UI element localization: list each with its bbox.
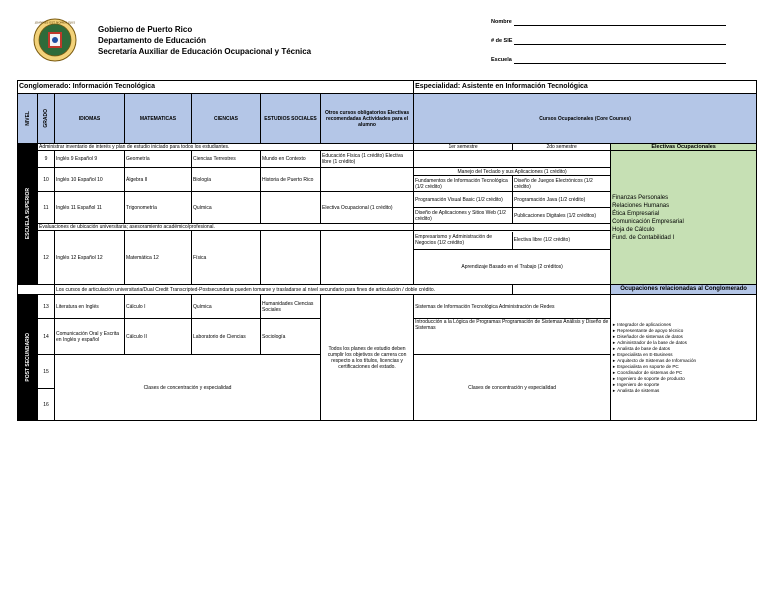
r12-core-c: Aprendizaje Basado en el Trabajo (2 créditos)	[461, 263, 563, 270]
r12-matematicas: Matemática 12	[125, 231, 192, 285]
sem1-label: 1er semestre	[414, 144, 513, 151]
r10-core-a: Fundamentos de Información Tecnológica (1/2 crédito)	[414, 176, 513, 192]
r14-core: Introducción a la Lógica de Programas Programación de Sistemas Análisis y Diseño de Sistemas	[414, 319, 611, 355]
conglomerado-title: Conglomerado: Información Tecnológica	[18, 81, 414, 94]
electiva-item: Ética Empresarial	[612, 210, 660, 217]
sie-field[interactable]	[514, 44, 726, 45]
nombre-label: Nombre	[491, 19, 512, 25]
ocupacion-item: ► Diseñador de sistemas de datos	[612, 334, 755, 340]
escuela-field[interactable]	[514, 63, 726, 64]
r9-core-empty	[414, 151, 611, 168]
r14-matematicas: Cálculo II	[125, 319, 192, 355]
nombre-field[interactable]	[514, 25, 726, 26]
r10-matematicas: Álgebra II	[125, 168, 192, 192]
header-departamento: Departamento de Educación	[98, 36, 207, 45]
grade-13: 13	[38, 295, 55, 319]
note-articulacion: Los cursos de articulación universitaria/Dual Credit Transcripted-Postsecundaria pueden tomarse y trasladarse al nivel secundario para fines de articulación / doble crédito.	[55, 285, 513, 295]
grade-16: 16	[38, 389, 55, 421]
electiva-item: Comunicación Empresarial	[612, 218, 684, 225]
r12-idiomas: Inglés 12 Español 12	[55, 231, 125, 285]
r9-otros: Educación Física (1 crédito) Electiva libre (1 crédito)	[321, 151, 414, 168]
ocupacion-item: ► Especialista en soporte de PC	[612, 364, 755, 370]
r14-estudios: Sociología	[261, 319, 321, 355]
electiva-item: Hoja de Cálculo	[612, 226, 655, 233]
r10-otros-empty	[321, 168, 414, 192]
r10-idiomas: Inglés 10 Español 10	[55, 168, 125, 192]
post-otros: Todos los planes de estudio deben cumplir los objetivos de carrera con respecto a los títulos, licencias y certificaciones del estado.	[321, 295, 414, 421]
r11-otros: Electiva Ocupacional (1 crédito)	[321, 192, 414, 224]
r9-estudios: Mundo en Contexto	[261, 151, 321, 168]
ocupacion-item: ► Analista de base de datos	[612, 346, 755, 352]
col-core-courses: Cursos Ocupacionales (Core Courses)	[414, 94, 757, 144]
ocupacion-item: ► Especialista en E-Business	[612, 352, 755, 358]
col-estudios-sociales: ESTUDIOS SOCIALES	[261, 94, 321, 144]
study-plan-table	[17, 80, 757, 421]
r11-core-c: Diseño de Aplicaciones y Sitios Web (1/2 crédito)	[414, 208, 513, 224]
r14-ciencias: Laboratorio de Ciencias	[192, 319, 261, 355]
ocupacion-item: ► Ingeniero de soporte	[612, 382, 755, 388]
grade-10: 10	[38, 168, 55, 192]
r11-core-a: Programación Visual Basic (1/2 crédito)	[414, 192, 513, 208]
col-ciencias: CIENCIAS	[192, 94, 261, 144]
r9-matematicas: Geometría	[125, 151, 192, 168]
col-idiomas: IDIOMAS	[55, 94, 125, 144]
col-otros-cursos: Otros cursos obligatorios Electivas recomendadas Actividades para el alumno	[321, 94, 414, 144]
header-gobierno: Gobierno de Puerto Rico	[98, 25, 193, 34]
r13-ciencias: Química	[192, 295, 261, 319]
col-grado: GRADO	[43, 109, 49, 128]
r12-core-cell	[414, 231, 611, 285]
r13-estudios: Humanidades Ciencias Sociales	[261, 295, 321, 319]
conc-right: Clases de concentración y especialidad	[414, 355, 611, 421]
r9-ciencias: Ciencias Terrestres	[192, 151, 261, 168]
electivas-title: Electivas Ocupacionales	[611, 144, 757, 151]
r13-idiomas: Literatura en Inglés	[55, 295, 125, 319]
r14-idiomas: Comunicación Oral y Escrita en Inglés y español	[55, 319, 125, 355]
svg-text:JOANNES EST NOMEN EJUS: JOANNES EST NOMEN EJUS	[34, 20, 76, 25]
sie-label: # de SIE	[491, 38, 513, 44]
r11-matematicas: Trigonometría	[125, 192, 192, 224]
r10-ciencias: Biología	[192, 168, 261, 192]
grade-15: 15	[38, 355, 55, 389]
puerto-rico-seal-logo	[33, 18, 77, 62]
electiva-item: Finanzas Personales	[612, 194, 669, 201]
ocupacion-item: ► Analista de sistemas	[612, 388, 755, 394]
conc-left: Clases de concentración y especialidad	[55, 355, 321, 421]
r10-core-top: Manejo del Teclado y sus Aplicaciones (1 crédito)	[414, 168, 611, 176]
grade-12: 12	[38, 231, 55, 285]
ocupacion-item: ► Ingeniero de soporte de producto	[612, 376, 755, 382]
r11-estudios-empty	[261, 192, 321, 224]
electivas-list	[611, 151, 757, 285]
ocupacion-item: ► Representante de apoyo técnico	[612, 328, 755, 334]
r12-otros-empty	[321, 231, 414, 285]
r13-core: Sistemas de Información Tecnológica Administración de Redes	[414, 295, 611, 319]
ocupacion-item: ► Arquitecto de Sistemas de Información	[612, 358, 755, 364]
level-post-secundario: POST SECUNDARIO	[24, 333, 31, 382]
escuela-label: Escuela	[491, 57, 512, 63]
header-secretaria: Secretaría Auxiliar de Educación Ocupacional y Técnica	[98, 47, 312, 56]
ocupacion-item: ► Coordinador de sistemas de PC	[612, 370, 755, 376]
note-eval-core-empty	[414, 224, 611, 231]
electiva-item: Relaciones Humanas	[612, 202, 670, 209]
spacer-cell	[18, 285, 55, 295]
r12-estudios-empty	[261, 231, 321, 285]
r11-ciencias: Química	[192, 192, 261, 224]
r11-core-b: Programación Java (1/2 crédito)	[513, 192, 611, 208]
r12-core-b: Electiva libre (1/2 crédito)	[512, 232, 610, 250]
note-admin-inventario: Administrar inventario de interés y plan de estudio iniciado para todos los estudiantes.	[38, 144, 414, 151]
r9-idiomas: Inglés 9 Español 9	[55, 151, 125, 168]
col-nivel: NIVEL	[24, 111, 31, 126]
r12-core-a: Empresarismo y Administración de Negocios (1/2 crédito)	[414, 232, 512, 250]
note-evaluaciones: Evaluaciones de ubicación universitaria; asesoramiento académico/profesional.	[38, 224, 414, 231]
grade-14: 14	[38, 319, 55, 355]
electiva-item: Fund. de Contabilidad I	[612, 234, 675, 241]
r11-idiomas: Inglés 11 Español 11	[55, 192, 125, 224]
especialidad-title: Especialidad: Asistente en Información Tecnológica	[414, 81, 757, 94]
r13-matematicas: Cálculo I	[125, 295, 192, 319]
ocupaciones-title: Ocupaciones relacionadas al Conglomerado	[611, 285, 757, 295]
col-matematicas: MATEMATICAS	[125, 94, 192, 144]
ocupacion-item: ► Integrador de aplicaciones	[612, 322, 755, 328]
r11-core-d: Publicaciones Digitales (1/2 créditos)	[513, 208, 611, 224]
sem2-label: 2do semestre	[513, 144, 611, 151]
grade-11: 11	[38, 192, 55, 224]
ocupaciones-list	[611, 295, 757, 421]
r12-ciencias: Física	[192, 231, 261, 285]
grade-9: 9	[38, 151, 55, 168]
r10-estudios: Historia de Puerto Rico	[261, 168, 321, 192]
level-escuela-superior: ESCUELA SUPERIOR	[24, 188, 31, 240]
r10-core-b: Diseño de Juegos Electrónicos (1/2 crédito)	[513, 176, 611, 192]
ocupacion-item: ► Administrador de la base de datos	[612, 340, 755, 346]
articulacion-empty	[513, 285, 611, 295]
